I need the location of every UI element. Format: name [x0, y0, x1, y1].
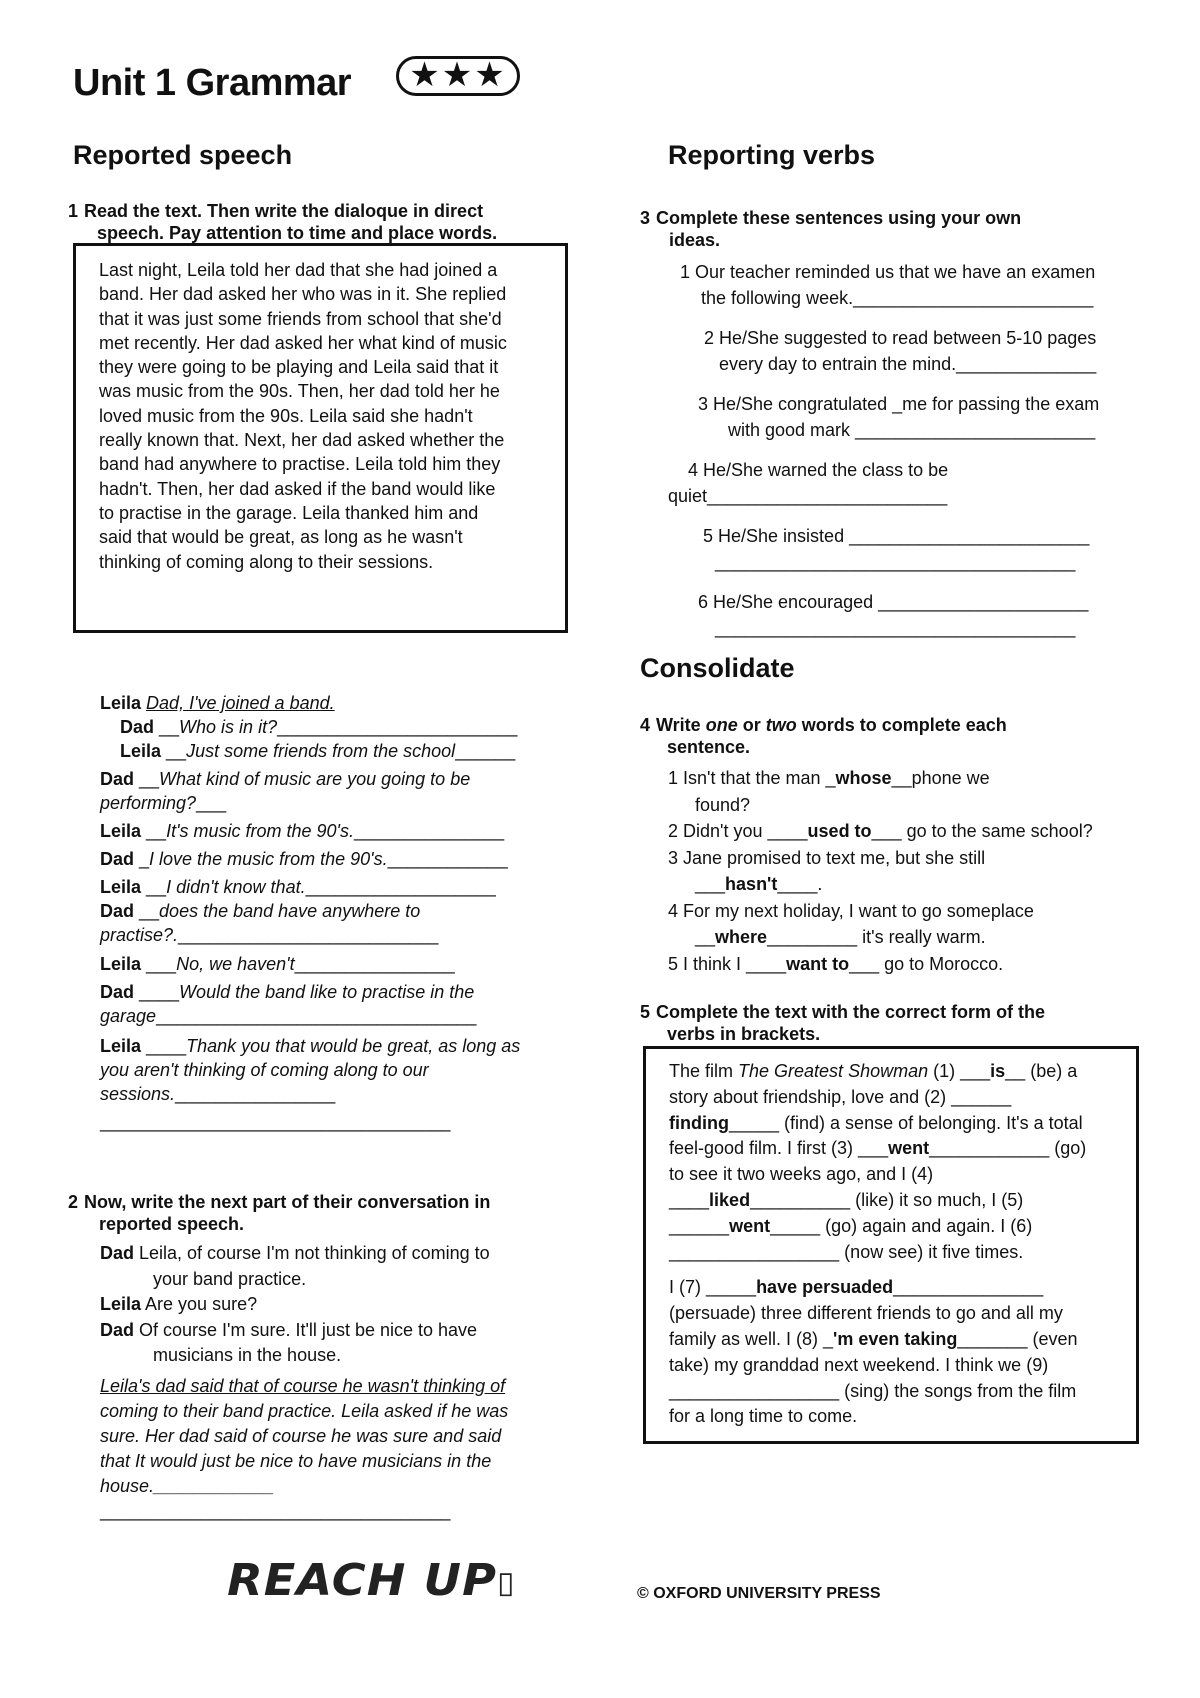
answer-blank[interactable]: ___________________________________: [100, 1112, 451, 1132]
reading-text-line: they were going to be playing and Leila said that it: [99, 357, 499, 378]
filled-answer[interactable]: 'm even taking: [833, 1328, 958, 1349]
answer-blank[interactable]: ___________________________________: [100, 1501, 451, 1521]
item-text: ___: [695, 874, 726, 894]
reading-text-line: loved music from the 90s. Leila said she hadn't: [99, 405, 473, 426]
item-text: ___ go to the same school?: [871, 821, 1093, 841]
paragraph-text: _______________: [893, 1277, 1044, 1298]
item-text: ____.: [777, 874, 823, 894]
reported-answer-text[interactable]: coming to their band practice. Leila asked if he was: [100, 1401, 509, 1421]
answer-prefix: __: [154, 717, 180, 737]
paragraph-line: [669, 1136, 1136, 1162]
paragraph-line: [669, 1327, 1136, 1353]
conversation-line: [100, 1267, 580, 1293]
answer-blank[interactable]: __________________________: [178, 925, 439, 945]
paragraph-text: to see it two weeks ago, and I (4): [669, 1164, 934, 1185]
paragraph-text: ____: [669, 1189, 710, 1210]
exercise-4-line: [668, 924, 1138, 951]
paragraph-line: [669, 1301, 1136, 1327]
exercise-1-instruction: [68, 200, 588, 244]
reading-text-line: hadn't. Then, her dad asked if the band would like: [99, 478, 496, 499]
instruction-text: or: [737, 715, 766, 735]
answer-blank[interactable]: ________________: [175, 1084, 336, 1104]
item-answer[interactable]: the following week.________________________: [701, 288, 1094, 308]
item-text: 5 I think I ____: [668, 953, 787, 974]
paragraph-text: The film: [669, 1061, 739, 1081]
paragraph-text: _______ (even: [957, 1328, 1078, 1349]
item-text: __: [695, 927, 716, 947]
reading-text: [76, 246, 565, 574]
speaker-label: Leila: [120, 741, 162, 761]
reading-text-box: [73, 243, 568, 633]
item-prompt: 2 He/She suggested to read between 5-10 pages: [704, 328, 1097, 348]
instruction-emphasis: one: [705, 715, 738, 735]
dialogue-row: [100, 790, 226, 816]
item-answer[interactable]: ____________________________________: [715, 552, 1076, 572]
item-text: found?: [695, 794, 751, 815]
exercise-3-item: [668, 523, 1138, 575]
reading-text-line: band. Her dad asked her who was in it. She replied: [99, 284, 507, 305]
reported-answer-line[interactable]: [100, 1474, 590, 1499]
dialogue-answer[interactable]: What kind of music are you going to be: [159, 769, 471, 789]
item-prompt: 3 He/She congratulated _me for passing the exam: [698, 394, 1100, 414]
dialogue-answer[interactable]: Dad, I've joined a band.: [146, 693, 335, 713]
dialogue-row: [100, 951, 455, 977]
logo-text: REACH UP: [227, 1555, 498, 1606]
dialogue-answer[interactable]: Who is in it?: [179, 717, 278, 737]
item-text: _________ it's really warm.: [767, 927, 986, 947]
conversation-text: Of course I'm sure. It'll just be nice to have: [134, 1319, 478, 1340]
exercise-3-item: [668, 391, 1138, 443]
answer-blank[interactable]: ________________: [294, 954, 455, 974]
reading-text-line: band had anywhere to practise. Leila told him they: [99, 454, 501, 475]
speaker-label: Dad: [100, 982, 135, 1002]
paragraph-line: [669, 1379, 1136, 1405]
exercise-4-line: [668, 951, 1138, 978]
exercise-4-line: [668, 792, 1138, 819]
paragraph-text: _________________ (now see) it five times.: [669, 1241, 1024, 1262]
paragraph-text: __________ (like) it so much, I (5): [750, 1189, 1024, 1210]
speaker-label: Dad: [100, 849, 135, 869]
reported-answer-text[interactable]: that It would just be nice to have musicians in the: [100, 1451, 492, 1471]
paragraph-text: ______: [669, 1215, 730, 1236]
answer-prefix: __: [161, 741, 187, 761]
dialogue-answer[interactable]: I love the music from the 90's.: [149, 849, 388, 869]
answer-prefix: ____: [141, 1036, 187, 1056]
exercise-2-instruction: [68, 1191, 588, 1235]
speaker-label: Dad: [100, 1319, 135, 1340]
difficulty-stars-badge: ★★★: [396, 56, 520, 96]
exercise-4-line: [668, 871, 1138, 898]
paragraph-line: [669, 1188, 1136, 1214]
speaker-label: Leila: [100, 954, 142, 974]
answer-prefix: __: [134, 901, 160, 921]
speaker-label: Dad: [120, 717, 155, 737]
filled-answer[interactable]: finding: [669, 1112, 729, 1133]
film-title: The Greatest Showman: [738, 1061, 929, 1081]
reported-answer-line[interactable]: [100, 1374, 590, 1399]
reported-answer-text[interactable]: sure. Her dad said of course he was sure and said: [100, 1426, 502, 1446]
filled-answer[interactable]: liked: [709, 1189, 751, 1210]
dialogue-answer[interactable]: does the band have anywhere to: [159, 901, 421, 921]
reported-answer-text[interactable]: house.: [100, 1476, 155, 1496]
dialogue-row: [100, 898, 420, 924]
reported-answer-line[interactable]: [100, 1424, 590, 1449]
answer-blank[interactable]: ___: [196, 793, 227, 813]
instruction-line: speech. Pay attention to time and place words.: [97, 223, 498, 243]
dialogue-row: [100, 1033, 520, 1059]
paragraph-text: _____ (find) a sense of belonging. It's a total: [728, 1112, 1083, 1133]
paragraph-line: [669, 1111, 1136, 1137]
answer-blank[interactable]: ________________________: [277, 717, 518, 737]
exercise-3-item: [668, 589, 1138, 641]
item-text: ___ go to Morocco.: [849, 953, 1004, 974]
item-prompt: 6 He/She encouraged _____________________: [698, 592, 1089, 612]
speaker-label: Leila: [100, 693, 142, 713]
reported-answer-line[interactable]: [100, 1399, 590, 1424]
paragraph-line: [669, 1353, 1136, 1379]
item-prompt: 4 He/She warned the class to be: [688, 460, 949, 480]
answer-prefix: __: [134, 769, 160, 789]
dialogue-row: [100, 1081, 335, 1107]
instruction-line: sentence.: [667, 737, 751, 757]
conversation-line: [100, 1318, 580, 1344]
dialogue-answer[interactable]: Just some friends from the school: [186, 741, 456, 761]
instruction-line: ideas.: [669, 230, 721, 250]
instruction-text: words to complete each: [796, 715, 1007, 735]
instruction-emphasis: two: [765, 715, 797, 735]
paragraph-line: [669, 1162, 1136, 1188]
section-title-consolidate: Consolidate: [640, 653, 795, 683]
exercise-3-instruction: [640, 207, 1160, 251]
speaker-label: Leila: [100, 1036, 142, 1056]
instruction-line: Now, write the next part of their conversation in: [84, 1192, 491, 1212]
dialogue-row: [120, 738, 515, 764]
answer-prefix: ___: [141, 954, 177, 974]
conversation-line: [100, 1292, 580, 1318]
speaker-label: Leila: [100, 877, 142, 897]
exercise-3-item: [668, 325, 1138, 377]
logo-glyph: ▯: [497, 1565, 516, 1601]
exercise-4-items: [668, 765, 1138, 977]
paragraph-line: [669, 1275, 1136, 1301]
item-text: 3 Jane promised to text me, but she still: [668, 847, 986, 868]
item-answer[interactable]: with good mark ________________________: [728, 420, 1096, 440]
exercise-number: 3: [640, 208, 651, 228]
answer-prefix: __: [141, 821, 167, 841]
exercise-number: 4: [640, 715, 651, 735]
exercise-4-line: [668, 818, 1138, 845]
dialogue-row: [100, 846, 508, 872]
reading-text-line: thinking of coming along to their sessions.: [99, 551, 434, 572]
exercise-2-answer[interactable]: [100, 1374, 590, 1524]
reading-text-line: Last night, Leila told her dad that she had joined a: [99, 260, 498, 280]
dialogue-answer[interactable]: No, we haven't: [176, 954, 295, 974]
dialogue-row: [100, 1109, 450, 1135]
item-answer[interactable]: where: [715, 927, 768, 947]
exercise-4-line: [668, 765, 1138, 792]
paragraph-text: _________________ (sing) the songs from the film: [669, 1380, 1077, 1401]
conversation-text: Leila, of course I'm not thinking of coming to: [134, 1243, 490, 1263]
item-answer[interactable]: used to: [807, 821, 872, 841]
section-title-reported-speech: Reported speech: [73, 140, 293, 170]
exercise-3-item: [668, 457, 1138, 509]
paragraph-line: [669, 1240, 1136, 1266]
answer-prefix: ____: [134, 982, 180, 1002]
answer-blank[interactable]: ______: [455, 741, 516, 761]
filled-answer[interactable]: went: [888, 1138, 930, 1159]
reported-answer-line[interactable]: [100, 1449, 590, 1474]
paragraph-text: feel-good film. I first (3) ___: [669, 1138, 889, 1159]
dialogue-row: [100, 690, 335, 716]
dialogue-row: [100, 922, 438, 948]
reading-text-line: was music from the 90s. Then, her dad told her he: [99, 381, 500, 402]
exercise-4-line: [668, 898, 1138, 925]
section-title-reporting-verbs: Reporting verbs: [668, 140, 876, 170]
item-answer[interactable]: hasn't: [725, 874, 778, 894]
exercise-2-dialogue: [100, 1241, 580, 1369]
exercise-number: 5: [640, 1002, 651, 1022]
dialogue-row: [100, 766, 470, 792]
dialogue-answer[interactable]: garage: [100, 1006, 157, 1026]
exercise-number: 2: [68, 1192, 79, 1212]
reading-text-line: to practise in the garage. Leila thanked him and: [99, 502, 479, 523]
paragraph-text: family as well. I (8) _: [669, 1328, 834, 1349]
conversation-text: musicians in the house.: [153, 1345, 342, 1365]
reading-text-line: said that would be great, as long as he wasn't: [99, 527, 463, 548]
paragraph-line: [669, 1214, 1136, 1240]
paragraph-line: [669, 1404, 1136, 1430]
item-answer[interactable]: whose: [835, 768, 892, 788]
dialogue-row: [100, 874, 496, 900]
instruction-text: Write: [656, 715, 706, 735]
item-text: 2 Didn't you ____: [668, 821, 808, 841]
item-answer[interactable]: every day to entrain the mind.______________: [719, 354, 1097, 374]
paragraph-text: _____ (go) again and again. I (6): [770, 1215, 1033, 1236]
speaker-label: Leila: [100, 1294, 142, 1314]
instruction-line: Read the text. Then write the dialoque in direct: [84, 201, 484, 221]
exercise-5-text-box: [643, 1046, 1139, 1444]
filled-answer[interactable]: have persuaded: [756, 1277, 894, 1298]
exercise-5-instruction: [640, 1001, 1160, 1045]
instruction-line: verbs in brackets.: [667, 1024, 821, 1044]
paragraph-text: (1) ___: [928, 1061, 991, 1081]
item-prompt: 5 He/She insisted ________________________: [703, 526, 1090, 546]
speaker-label: Dad: [100, 1243, 135, 1263]
answer-prefix: _: [134, 849, 150, 869]
paragraph-text: story about friendship, love and (2) ______: [669, 1086, 1012, 1107]
paragraph-text: take) my granddad next weekend. I think we (9): [669, 1354, 1049, 1375]
answer-blank[interactable]: ____________: [154, 1476, 275, 1496]
paragraph-text: I (7) _____: [669, 1277, 757, 1298]
dialogue-answer[interactable]: practise?.: [100, 925, 179, 945]
item-answer[interactable]: quiet________________________: [668, 486, 948, 506]
paragraph-text: for a long time to come.: [669, 1406, 858, 1427]
answer-blank[interactable]: _______________: [354, 821, 505, 841]
paragraph-text: ____________ (go): [929, 1138, 1087, 1159]
dialogue-answer[interactable]: I didn't know that.: [166, 877, 306, 897]
dialogue-row: [100, 979, 474, 1005]
answer-prefix: __: [141, 877, 167, 897]
dialogue-answer[interactable]: It's music from the 90's.: [166, 821, 354, 841]
reading-text-line: really known that. Next, her dad asked whether the: [99, 430, 505, 451]
exercise-5-paragraph-1: [646, 1049, 1136, 1265]
conversation-text: your band practice.: [153, 1268, 307, 1289]
answer-blank[interactable]: ___________________: [305, 877, 496, 897]
exercise-3-item: [668, 259, 1138, 311]
page-title: Unit 1 Grammar: [73, 62, 352, 104]
item-answer[interactable]: want to: [786, 953, 850, 974]
item-answer[interactable]: ____________________________________: [715, 618, 1076, 638]
dialogue-answer[interactable]: sessions.: [100, 1084, 176, 1104]
paragraph-text: __ (be) a: [1005, 1061, 1078, 1081]
exercise-3-items: [668, 259, 1138, 641]
answer-blank[interactable]: ____________: [387, 849, 508, 869]
paragraph-line: [669, 1059, 1136, 1085]
instruction-line: Complete the text with the correct form of the: [656, 1002, 1046, 1022]
reading-text-line: that it was just some friends from school that she'd: [99, 308, 502, 329]
instruction-line: Complete these sentences using your own: [656, 208, 1022, 228]
reading-text-line: met recently. Her dad asked her what kind of music: [99, 332, 507, 353]
dialogue-answer[interactable]: you aren't thinking of coming along to our: [100, 1060, 429, 1080]
filled-answer[interactable]: went: [729, 1215, 771, 1236]
exercise-number: 1: [68, 201, 79, 221]
item-text: 4 For my next holiday, I want to go someplace: [668, 900, 1034, 921]
item-text: __phone we: [891, 768, 990, 788]
copyright-notice: © OXFORD UNIVERSITY PRESS: [637, 1585, 881, 1602]
conversation-line: [100, 1343, 580, 1369]
paragraph-text: (persuade) three different friends to go and all my: [669, 1303, 1063, 1324]
dialogue-answer[interactable]: performing?: [100, 793, 197, 813]
answer-blank[interactable]: ________________________________: [156, 1006, 477, 1026]
exercise-4-instruction: [640, 714, 1160, 758]
conversation-text: Are you sure?: [141, 1294, 258, 1314]
dialogue-answer[interactable]: Thank you that would be great, as long as: [186, 1036, 521, 1056]
conversation-line: [100, 1241, 580, 1267]
paragraph-line: [669, 1085, 1136, 1111]
speaker-label: Leila: [100, 821, 142, 841]
dialogue-row: [120, 714, 517, 740]
filled-answer[interactable]: is: [990, 1061, 1006, 1081]
item-text: 1 Isn't that the man _: [668, 768, 836, 788]
instruction-line: reported speech.: [99, 1214, 245, 1234]
speaker-label: Dad: [100, 769, 135, 789]
reported-answer-text[interactable]: Leila's dad said that of course he wasn't thinking of: [100, 1376, 506, 1396]
reach-up-logo: [227, 1555, 515, 1606]
dialogue-row: [100, 818, 504, 844]
exercise-5-paragraph-2: [646, 1265, 1136, 1430]
speaker-label: Dad: [100, 901, 135, 921]
dialogue-row: [100, 1003, 476, 1029]
dialogue-row: [100, 1057, 429, 1083]
item-prompt: 1 Our teacher reminded us that we have an examen: [680, 262, 1096, 282]
dialogue-answer[interactable]: Would the band like to practise in the: [179, 982, 475, 1002]
exercise-4-line: [668, 845, 1138, 872]
